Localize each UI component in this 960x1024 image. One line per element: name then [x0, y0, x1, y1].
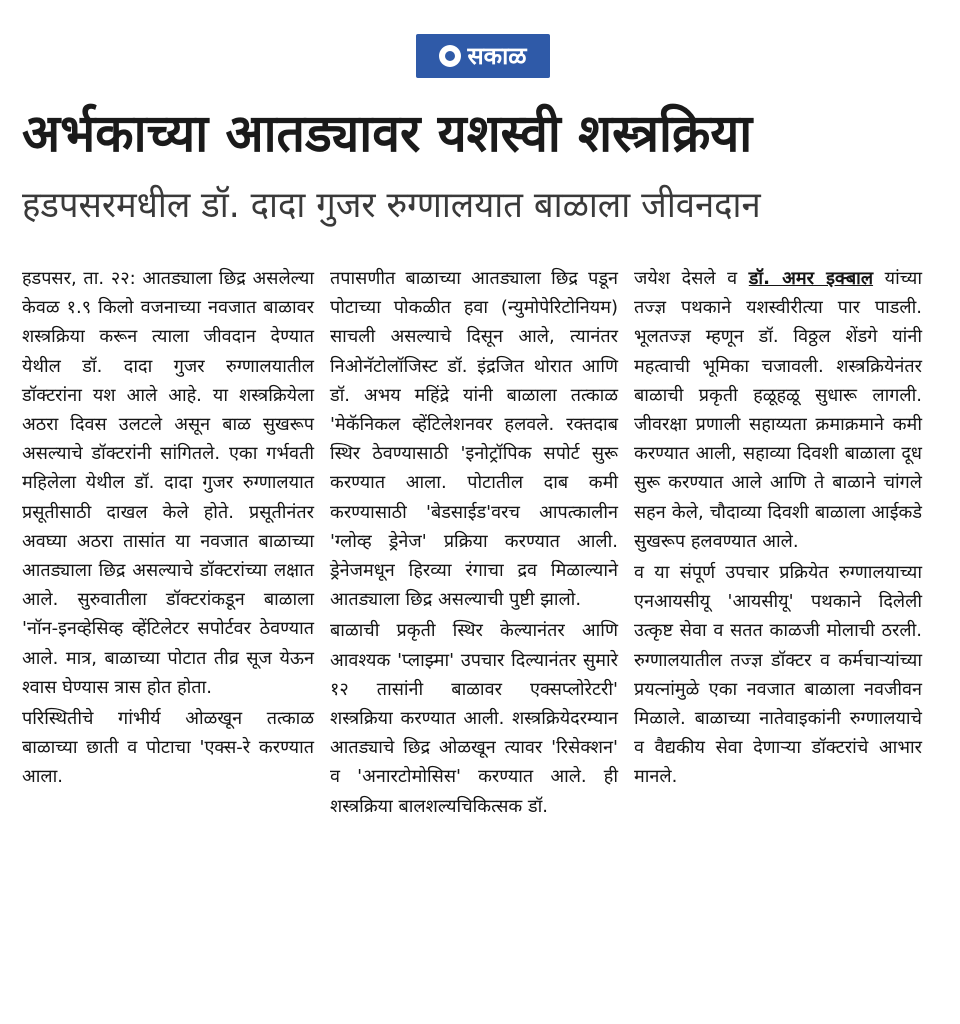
column-2-paragraph-1: तपासणीत बाळाच्या आतड्याला छिद्र पडून पोटाच्या पोकळीत हवा (न्युमोपेरिटोनियम) साचली असल्याचे दिसून आले, त्यानंतर निओनॅटोलॉजिस्ट डॉ. इंद्रजित थोरात आणि डॉ. अभय महिंद्रे यांनी बाळाला तत्काळ 'मेकॅनिकल व्हेंटिलेशनवर हलवले. रक्तदाब स्थिर ठेवण्यासाठी 'इनोट्रॉपिक सपोर्ट सुरू करण्यात आला. पोटातील दाब कमी करण्यासाठी 'बेडसाईड'वरच आपत्कालीन 'ग्लोव्ह ड्रेनेज' प्रक्रिया करण्यात आली. ड्रेनेजमधून हिरव्या रंगाचा द्रव मिळाल्याने आतड्याला छिद्र असल्याची पुष्टी झालो. — [330, 268, 618, 611]
column-3-paragraph-1 — [634, 264, 922, 556]
article-subheadline: हडपसरमधील डॉ. दादा गुजर रुग्णालयात बाळाला जीवनदान — [22, 185, 761, 226]
column-3-body-text: यांच्या तज्ज्ञ पथकाने यशस्वीरीत्या पार पाडली. भूलतज्ज्ञ म्हणून डॉ. विठ्ठल शेंडगे यांनी महत्वाची भूमिका चजावली. शस्त्रक्रियेनंतर बाळाची प्रकृती हळूहळू सुधारू लागली. जीवरक्षा प्रणाली सहाय्यता क्रमाक्रमाने कमी करण्यात आली, सहाव्या दिवशी बाळाला दूध सुरू करण्यात आले आणि ते बाळाने चांगले सहन केले, चौदाव्या दिवशी बाळाला आईकडे सुखरूप हलवण्यात आले. — [634, 268, 922, 552]
column-1-paragraph-1: हडपसर, ता. २२: आतड्याला छिद्र असलेल्या केवळ १.९ किलो वजनाच्या नवजात बाळावर शस्त्रक्रिया करून त्याला जीवदान देण्यात येथील डॉ. दादा गुजर रुग्णालयातील डॉक्टरांना यश आले आहे. या शस्त्रक्रियेला अठरा दिवस उलटले असून बाळ सुखरूप असल्याचे डॉक्टरांनी सांगितले. एका गर्भवती महिलेला येथील डॉ. दादा गुजर रुग्णालयात प्रसूतीसाठी दाखल केले होते. प्रसूतीनंतर अवघ्या अठरा तासांत या नवजात बाळाच्या आतड्याला छिद्र असल्याचे डॉक्टरांच्या लक्षात आले. सुरुवातीला डॉक्टरांकडून बाळाला 'नॉन-इनव्हेसिव्ह व्हेंटिलेटर सपोर्टवर ठेवण्यात आले. मात्र, बाळाच्या पोटात तीव्र सूज येऊन श्वास घेण्यास त्रास होत होता. — [22, 268, 314, 698]
column-3-lead-text: जयेश देसले व — [634, 268, 749, 289]
column-3-paragraph-2: व या संपूर्ण उपचार प्रक्रियेत रुग्णालयाच्या एनआयसीयू 'आयसीयू' पथकाने दिलेली उत्कृष्ट सेवा व सतत काळजी मोलाची ठरली. रुग्णालयातील तज्ज्ञ डॉक्टर व कर्मचाऱ्यांच्या प्रयत्नांमुळे एका नवजात बाळाला नवजीवन मिळाले. बाळाच्या नातेवाइकांनी रुग्णालयाचे व वैद्यकीय सेवा देणाऱ्या डॉक्टरांचे आभार मानले. — [634, 562, 922, 788]
article-headline: अर्भकाच्या आतड्यावर यशस्वी शस्त्रक्रिया — [22, 104, 753, 164]
logo-text: सकाळ — [467, 42, 527, 70]
article-column-1 — [22, 264, 314, 792]
doctor-name-highlight: डॉ. अमर इक्बाल — [748, 268, 874, 289]
column-2-paragraph-2: बाळाची प्रकृती स्थिर केल्यानंतर आणि आवश्यक 'प्लाझ्मा' उपचार दिल्यानंतर सुमारे १२ तासांनी बाळावर एक्सप्लोरेटरी' शस्त्रक्रिया करण्यात आली. शस्त्रक्रियेदरम्यान आतड्याचे छिद्र ओळखून त्यावर 'रिसेक्शन' व 'अनारटोमोसिस' करण्यात आले. ही शस्त्रक्रिया बालशल्यचिकित्सक डॉ. — [330, 620, 618, 817]
article-column-3 — [634, 264, 922, 792]
logo-emblem-icon — [439, 45, 461, 67]
column-1-paragraph-2: परिस्थितीचे गांभीर्य ओळखून तत्काळ बाळाच्या छाती व पोटाचा 'एक्स-रे करण्यात आला. — [22, 708, 314, 788]
newspaper-logo — [416, 34, 550, 78]
article-column-2 — [330, 264, 618, 821]
